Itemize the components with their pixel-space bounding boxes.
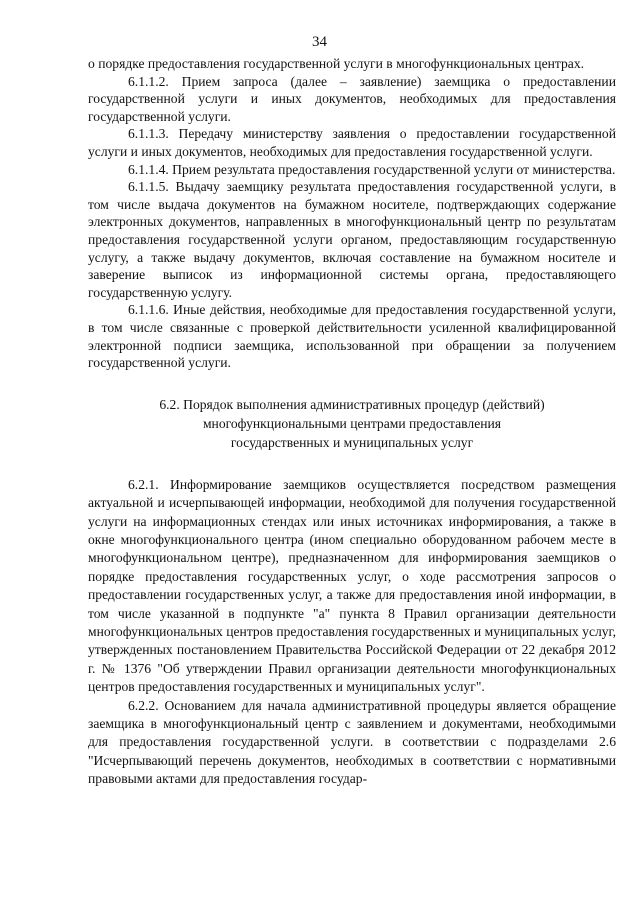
heading-line-3: государственных и муниципальных услуг [230, 434, 474, 450]
paragraph-6-1-1-3: 6.1.1.3. Передачу министерству заявления о предоставлении государственной услуги и иных документов, необходимых для предоставления государственной услуги. [88, 126, 616, 159]
paragraph-6-2-2: 6.2.2. Основанием для начала административной процедуры является обращение заемщика в многофункциональный центр с заявлением и документами, необходимыми для предоставления государственной услуги. в соответствии с подразделами 2.6 "Исчерпывающий перечень документов, необходимых в соответствии с нормативными правовыми актами для предоставления государ- [88, 697, 616, 787]
paragraph-6-2-1: 6.2.1. Информирование заемщиков осуществляется посредством размещения актуальной и исчерпывающей информации, необходимой для получения государственной услуги на информационных стендах или иных источниках информирования, а также в окне многофункционального центра (ином специально оборудованном рабочем месте в многофункциональном центре), предназначенном для информирования заемщиков о порядке предоставления государственных услуг, о ходе рассмотрения запросов о предоставлении государственных услуг, а также для предоставления иной информации, в том числе указанной в подпункте "а" пункта 8 Правил организации деятельности многофункциональных центров предоставления государственных и муниципальных услуг, утвержденных постановлением Правительства Российской Федерации от 22 декабря 2012 г. № 1376 "Об утверждении Правил организации деятельности многофункциональных центров предоставления государственных и муниципальных услуг". [88, 476, 616, 695]
paragraph-6-1-1-2: 6.1.1.2. Прием запроса (далее – заявление) заемщика о предоставлении государственной услуги и иных документов, необходимых для предоставления государственной услуги. [88, 73, 616, 124]
section-6-2-body [88, 476, 616, 789]
paragraph-6-1-1-5: 6.1.1.5. Выдачу заемщику результата предоставления государственной услуги, в том числе выдача документов на бумажном носителе, подтверждающих содержание электронных документов, направленных в многофункциональный центр по результатам предоставления государственной услуги органом, предоставляющим государственную услугу, а также выдачу документов, включая составление на бумажном носителе и заверение выписок из информационной системы органа, предоставляющего государственную услугу. [88, 179, 616, 300]
page-number: 34 [312, 34, 327, 50]
paragraph-6-1-1-6: 6.1.1.6. Иные действия, необходимые для предоставления государственной услуги, в том числе связанные с проверкой действительности усиленной квалифицированной электронной подписи заемщика, использованной при обращении за получением государственной услуги. [88, 302, 616, 371]
heading-line-1: 6.2. Порядок выполнения административных процедур (действий) [159, 396, 545, 412]
paragraph-6-1-1-4: 6.1.1.4. Прием результата предоставления государственной услуги от министерства. [128, 161, 616, 177]
section-heading-6-2 [88, 395, 616, 452]
heading-line-2: многофункциональными центрами предоставления [202, 415, 502, 431]
paragraph-continuation: о порядке предоставления государственной услуги в многофункциональных центрах. [88, 56, 585, 71]
document-body [88, 55, 616, 789]
